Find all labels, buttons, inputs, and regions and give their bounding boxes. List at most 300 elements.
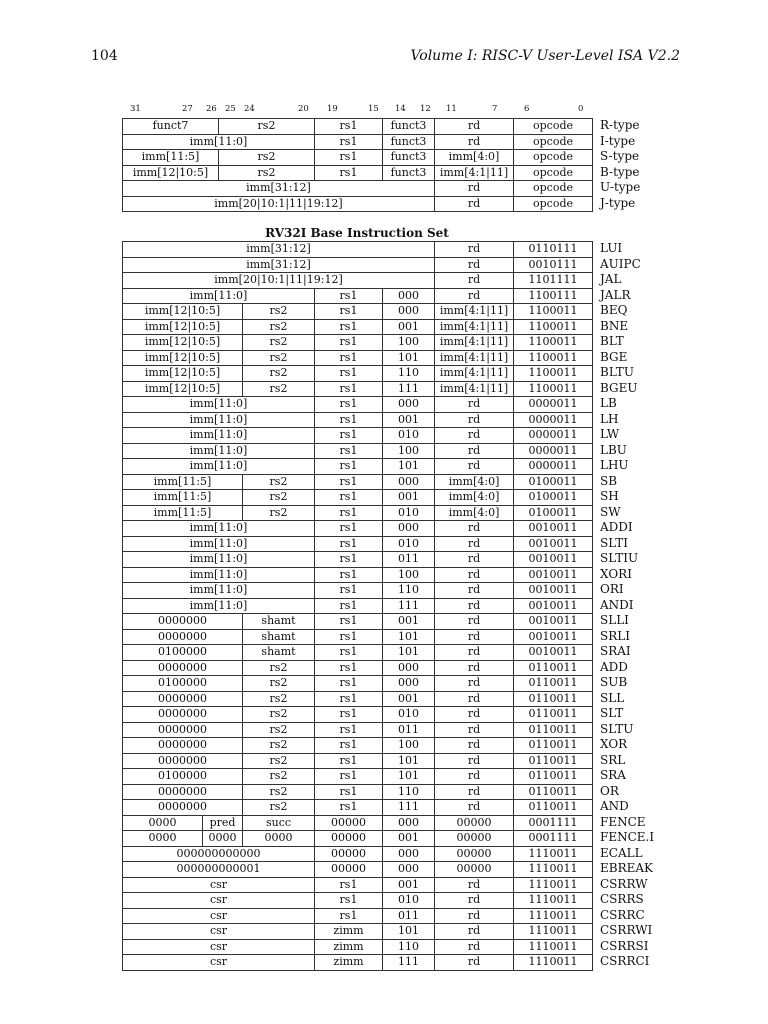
field-cell: shamt <box>243 614 315 630</box>
instruction-mnemonic: LW <box>600 427 620 441</box>
field-cell: rd <box>435 939 514 955</box>
instruction-row <box>123 629 593 645</box>
field-cell: 0110011 <box>514 753 593 769</box>
instruction-mnemonic: SRL <box>600 752 626 767</box>
instruction-row <box>123 459 593 475</box>
instruction-mnemonic: CSRRSI <box>600 938 649 953</box>
instruction-row <box>123 335 593 351</box>
instruction-row <box>123 366 593 382</box>
instruction-row <box>123 304 593 320</box>
field-cell: rs1 <box>315 707 383 723</box>
field-cell: 0000 <box>243 831 315 847</box>
field-cell: 1100111 <box>514 288 593 304</box>
field-cell: 001 <box>383 319 435 335</box>
field-cell: rd <box>435 521 514 537</box>
field-cell: imm[4:1|11] <box>435 319 514 335</box>
format-name: I-type <box>600 133 636 148</box>
field-cell: imm[11:0] <box>123 412 315 428</box>
field-cell: 100 <box>383 335 435 351</box>
instruction-mnemonic: JAL <box>600 272 622 286</box>
field-cell: rs1 <box>315 738 383 754</box>
instruction-row <box>123 443 593 459</box>
field-cell: imm[4:1|11] <box>435 304 514 320</box>
field-cell: rs2 <box>219 119 315 135</box>
field-cell: 010 <box>383 428 435 444</box>
field-cell: imm[20|10:1|11|19:12] <box>123 196 435 212</box>
field-cell: 101 <box>383 924 435 940</box>
page-header <box>0 48 768 72</box>
field-cell: 100 <box>383 443 435 459</box>
field-cell: opcode <box>514 196 593 212</box>
field-cell: imm[12|10:5] <box>123 381 243 397</box>
field-cell: 0110011 <box>514 800 593 816</box>
field-cell: 0000011 <box>514 428 593 444</box>
instruction-mnemonic: SRLI <box>600 628 630 643</box>
bit-position-label: 0 <box>578 104 584 114</box>
field-cell: imm[31:12] <box>123 257 435 273</box>
instruction-mnemonic: ANDI <box>600 597 634 612</box>
instruction-row <box>123 288 593 304</box>
field-cell: 1100011 <box>514 335 593 351</box>
field-cell: csr <box>123 893 315 909</box>
field-cell: opcode <box>514 119 593 135</box>
field-cell: 0110011 <box>514 722 593 738</box>
instruction-mnemonic: CSRRC <box>600 907 645 922</box>
instruction-row <box>123 319 593 335</box>
instruction-row <box>123 474 593 490</box>
field-cell: imm[12|10:5] <box>123 165 219 181</box>
field-cell: rs1 <box>315 893 383 909</box>
field-cell: 110 <box>383 583 435 599</box>
instruction-row <box>123 939 593 955</box>
field-cell: 1110011 <box>514 939 593 955</box>
field-cell: 0000011 <box>514 443 593 459</box>
instruction-mnemonic: LBU <box>600 442 627 457</box>
instruction-row <box>123 536 593 552</box>
field-cell: imm[4:1|11] <box>435 335 514 351</box>
instruction-row <box>123 800 593 816</box>
field-cell: rs2 <box>243 505 315 521</box>
field-cell: imm[4:1|11] <box>435 350 514 366</box>
field-cell: 0000011 <box>514 397 593 413</box>
field-cell: rd <box>435 908 514 924</box>
field-cell: rs1 <box>315 412 383 428</box>
field-cell: rs1 <box>315 769 383 785</box>
field-cell: 0010011 <box>514 536 593 552</box>
field-cell: rd <box>435 769 514 785</box>
bit-position-label: 11 <box>446 104 457 114</box>
field-cell: rs2 <box>243 474 315 490</box>
field-cell: 000 <box>383 676 435 692</box>
field-cell: rs1 <box>315 552 383 568</box>
field-cell: imm[4:1|11] <box>435 381 514 397</box>
instruction-mnemonic: SLLI <box>600 613 629 627</box>
field-cell: rd <box>435 242 514 258</box>
field-cell: rs1 <box>315 691 383 707</box>
field-cell: 010 <box>383 893 435 909</box>
field-cell: imm[11:0] <box>123 583 315 599</box>
field-cell: rs1 <box>315 598 383 614</box>
instruction-mnemonic: SLTU <box>600 721 634 736</box>
field-cell: 100 <box>383 567 435 583</box>
field-cell: rs2 <box>243 769 315 785</box>
instruction-row <box>123 521 593 537</box>
field-cell: opcode <box>514 134 593 150</box>
instruction-mnemonic: CSRRS <box>600 892 644 906</box>
instruction-mnemonic: XOR <box>600 737 628 751</box>
field-cell: imm[11:0] <box>123 288 315 304</box>
field-cell: 1110011 <box>514 908 593 924</box>
field-cell: zimm <box>315 955 383 971</box>
format-row <box>123 165 593 181</box>
field-cell: rs1 <box>315 443 383 459</box>
field-cell: 0010011 <box>514 629 593 645</box>
instruction-mnemonic: SRAI <box>600 644 631 658</box>
field-cell: rd <box>435 614 514 630</box>
field-cell: rd <box>435 552 514 568</box>
field-cell: rs2 <box>243 381 315 397</box>
field-cell: imm[11:0] <box>123 443 315 459</box>
bit-position-label: 25 <box>225 104 236 114</box>
field-cell: 1110011 <box>514 893 593 909</box>
instruction-row <box>123 877 593 893</box>
field-cell: rs1 <box>315 397 383 413</box>
field-cell: rs1 <box>315 459 383 475</box>
field-cell: imm[4:0] <box>435 150 514 166</box>
field-cell: 000000000000 <box>123 846 315 862</box>
field-cell: funct3 <box>383 119 435 135</box>
field-cell: 0100011 <box>514 505 593 521</box>
instruction-mnemonic: LH <box>600 411 619 426</box>
instruction-row <box>123 428 593 444</box>
field-cell: 1101111 <box>514 273 593 289</box>
field-cell: rs1 <box>315 366 383 382</box>
field-cell: 0110111 <box>514 242 593 258</box>
instruction-mnemonic: SUB <box>600 675 628 689</box>
instruction-mnemonic: LHU <box>600 458 629 472</box>
field-cell: imm[4:0] <box>435 505 514 521</box>
field-cell: 0110011 <box>514 784 593 800</box>
field-cell: imm[12|10:5] <box>123 319 243 335</box>
field-cell: rd <box>435 924 514 940</box>
field-cell: 0100000 <box>123 676 243 692</box>
instruction-row <box>123 614 593 630</box>
field-cell: rs1 <box>315 521 383 537</box>
instruction-row <box>123 567 593 583</box>
instruction-mnemonic: BGE <box>600 349 628 364</box>
field-cell: 000 <box>383 474 435 490</box>
field-cell: csr <box>123 877 315 893</box>
instruction-mnemonic: SLL <box>600 690 625 705</box>
field-cell: zimm <box>315 939 383 955</box>
instruction-mnemonic: OR <box>600 783 619 798</box>
instruction-row <box>123 552 593 568</box>
instruction-row <box>123 769 593 785</box>
field-cell: 1110011 <box>514 924 593 940</box>
field-cell: 0000000 <box>123 629 243 645</box>
field-cell: rs1 <box>315 583 383 599</box>
bit-position-label: 19 <box>327 104 338 114</box>
field-cell: 0000000 <box>123 800 243 816</box>
instruction-row <box>123 350 593 366</box>
field-cell: 00000 <box>435 862 514 878</box>
field-cell: 001 <box>383 490 435 506</box>
field-cell: imm[20|10:1|11|19:12] <box>123 273 435 289</box>
format-row <box>123 181 593 197</box>
field-cell: 0000 <box>123 831 203 847</box>
field-cell: rs2 <box>243 800 315 816</box>
bit-position-label: 14 <box>395 104 406 114</box>
field-cell: rd <box>435 784 514 800</box>
field-cell: rd <box>435 955 514 971</box>
instruction-mnemonic: AND <box>600 799 629 813</box>
field-cell: csr <box>123 955 315 971</box>
instruction-row <box>123 784 593 800</box>
field-cell: 011 <box>383 552 435 568</box>
field-cell: rs2 <box>219 150 315 166</box>
instruction-row <box>123 505 593 521</box>
field-cell: imm[4:1|11] <box>435 366 514 382</box>
field-cell: rd <box>435 691 514 707</box>
field-cell: 011 <box>383 722 435 738</box>
format-name: S-type <box>600 149 640 163</box>
field-cell: rs1 <box>315 319 383 335</box>
field-cell: rs1 <box>315 474 383 490</box>
field-cell: rs1 <box>315 428 383 444</box>
instruction-mnemonic: AUIPC <box>600 256 641 271</box>
field-cell: rs1 <box>315 567 383 583</box>
instruction-name-column <box>600 241 700 970</box>
field-cell: zimm <box>315 924 383 940</box>
instruction-mnemonic: FENCE.I <box>600 830 655 844</box>
field-cell: rs2 <box>243 366 315 382</box>
field-cell: rd <box>435 877 514 893</box>
field-cell: 0000000 <box>123 660 243 676</box>
field-cell: rs1 <box>315 150 383 166</box>
field-cell: 1100011 <box>514 319 593 335</box>
field-cell: 0100000 <box>123 645 243 661</box>
instruction-row <box>123 676 593 692</box>
field-cell: 0000000 <box>123 614 243 630</box>
field-cell: 111 <box>383 381 435 397</box>
field-cell: rd <box>435 629 514 645</box>
field-cell: rs1 <box>315 784 383 800</box>
field-cell: opcode <box>514 165 593 181</box>
instruction-mnemonic: EBREAK <box>600 861 654 875</box>
instruction-mnemonic: SB <box>600 473 618 488</box>
instruction-mnemonic: SW <box>600 504 621 519</box>
field-cell: 101 <box>383 459 435 475</box>
instruction-mnemonic: BLT <box>600 334 624 348</box>
field-cell: imm[11:5] <box>123 150 219 166</box>
field-cell: imm[11:0] <box>123 567 315 583</box>
field-cell: 010 <box>383 505 435 521</box>
format-table <box>122 118 593 212</box>
page-number: 104 <box>91 48 118 64</box>
instruction-mnemonic: CSRRCI <box>600 954 650 968</box>
field-cell: 00000 <box>435 846 514 862</box>
field-cell: 00000 <box>435 815 514 831</box>
instruction-row <box>123 862 593 878</box>
field-cell: rs1 <box>315 614 383 630</box>
instruction-mnemonic: SH <box>600 489 619 503</box>
field-cell: 1110011 <box>514 877 593 893</box>
field-cell: rs1 <box>315 753 383 769</box>
field-cell: rd <box>435 536 514 552</box>
section-title: RV32I Base Instruction Set <box>265 226 449 240</box>
instruction-row <box>123 831 593 847</box>
field-cell: imm[11:0] <box>123 397 315 413</box>
field-cell: 0000000 <box>123 691 243 707</box>
field-cell: imm[31:12] <box>123 181 435 197</box>
field-cell: imm[11:0] <box>123 459 315 475</box>
field-cell: rd <box>435 288 514 304</box>
field-cell: rd <box>435 196 514 212</box>
instruction-row <box>123 955 593 971</box>
field-cell: rd <box>435 412 514 428</box>
field-cell: rs1 <box>315 536 383 552</box>
field-cell: rs1 <box>315 165 383 181</box>
instruction-mnemonic: SLTIU <box>600 551 639 565</box>
field-cell: 000 <box>383 397 435 413</box>
field-cell: 0010011 <box>514 583 593 599</box>
field-cell: shamt <box>243 645 315 661</box>
field-cell: 0100011 <box>514 490 593 506</box>
field-cell: rs1 <box>315 134 383 150</box>
field-cell: rd <box>435 134 514 150</box>
field-cell: rs1 <box>315 288 383 304</box>
instruction-mnemonic: LB <box>600 396 617 410</box>
field-cell: 010 <box>383 707 435 723</box>
field-cell: 0000000 <box>123 784 243 800</box>
field-cell: imm[12|10:5] <box>123 350 243 366</box>
field-cell: rd <box>435 257 514 273</box>
field-cell: rd <box>435 598 514 614</box>
instruction-mnemonic: LUI <box>600 241 623 255</box>
field-cell: 0000011 <box>514 412 593 428</box>
field-cell: rs1 <box>315 335 383 351</box>
field-cell: 0010011 <box>514 598 593 614</box>
field-cell: 101 <box>383 645 435 661</box>
field-cell: 1100011 <box>514 381 593 397</box>
field-cell: 110 <box>383 939 435 955</box>
bit-position-row <box>122 104 592 116</box>
field-cell: rs2 <box>243 660 315 676</box>
instruction-mnemonic: BNE <box>600 318 629 333</box>
field-cell: imm[12|10:5] <box>123 304 243 320</box>
field-cell: rs2 <box>243 784 315 800</box>
field-cell: rd <box>435 738 514 754</box>
field-cell: rs2 <box>243 304 315 320</box>
instruction-mnemonic: CSRRWI <box>600 923 653 937</box>
instruction-mnemonic: XORI <box>600 566 632 581</box>
instruction-row <box>123 257 593 273</box>
field-cell: rd <box>435 119 514 135</box>
field-cell: 1110011 <box>514 846 593 862</box>
field-cell: 0000000 <box>123 753 243 769</box>
field-cell: 00000 <box>435 831 514 847</box>
field-cell: rd <box>435 273 514 289</box>
field-cell: 00000 <box>315 846 383 862</box>
field-cell: opcode <box>514 181 593 197</box>
field-cell: 000 <box>383 862 435 878</box>
instruction-row <box>123 490 593 506</box>
instruction-row <box>123 924 593 940</box>
format-row <box>123 134 593 150</box>
field-cell: pred <box>203 815 243 831</box>
instruction-row <box>123 645 593 661</box>
field-cell: 0001111 <box>514 815 593 831</box>
instruction-row <box>123 397 593 413</box>
field-cell: funct3 <box>383 165 435 181</box>
field-cell: 0010011 <box>514 567 593 583</box>
field-cell: 000 <box>383 288 435 304</box>
field-cell: rs2 <box>243 676 315 692</box>
instruction-mnemonic: ADD <box>600 659 628 674</box>
instruction-mnemonic: ORI <box>600 582 624 596</box>
field-cell: rs1 <box>315 381 383 397</box>
field-cell: rs1 <box>315 660 383 676</box>
instruction-mnemonic: JALR <box>600 287 631 302</box>
field-cell: 1100011 <box>514 304 593 320</box>
instruction-row <box>123 846 593 862</box>
instruction-row <box>123 691 593 707</box>
field-cell: imm[11:0] <box>123 598 315 614</box>
field-cell: rs2 <box>243 722 315 738</box>
instruction-mnemonic: ECALL <box>600 845 643 860</box>
field-cell: rs1 <box>315 304 383 320</box>
field-cell: rs1 <box>315 722 383 738</box>
instruction-mnemonic: BGEU <box>600 380 638 395</box>
field-cell: 111 <box>383 800 435 816</box>
field-cell: imm[4:0] <box>435 490 514 506</box>
field-cell: rd <box>435 753 514 769</box>
field-cell: imm[4:0] <box>435 474 514 490</box>
field-cell: 0000000 <box>123 707 243 723</box>
field-cell: imm[11:0] <box>123 536 315 552</box>
field-cell: rd <box>435 459 514 475</box>
field-cell: 000 <box>383 660 435 676</box>
field-cell: 0100000 <box>123 769 243 785</box>
field-cell: rd <box>435 645 514 661</box>
field-cell: rd <box>435 428 514 444</box>
field-cell: rd <box>435 443 514 459</box>
field-cell: 001 <box>383 877 435 893</box>
field-cell: rs1 <box>315 505 383 521</box>
field-cell: 0010011 <box>514 521 593 537</box>
field-cell: rs1 <box>315 119 383 135</box>
field-cell: opcode <box>514 150 593 166</box>
field-cell: rd <box>435 893 514 909</box>
instruction-row <box>123 273 593 289</box>
bit-position-label: 24 <box>244 104 255 114</box>
field-cell: 0110011 <box>514 691 593 707</box>
field-cell: csr <box>123 924 315 940</box>
field-cell: 001 <box>383 831 435 847</box>
instruction-mnemonic: FENCE <box>600 814 646 829</box>
format-name: J-type <box>600 195 636 210</box>
field-cell: 101 <box>383 629 435 645</box>
bit-position-label: 7 <box>492 104 498 114</box>
format-name: B-type <box>600 164 640 179</box>
field-cell: rs2 <box>243 691 315 707</box>
field-cell: 00000 <box>315 815 383 831</box>
field-cell: rs2 <box>243 350 315 366</box>
field-cell: rs2 <box>243 335 315 351</box>
field-cell: imm[4:1|11] <box>435 165 514 181</box>
field-cell: rs1 <box>315 350 383 366</box>
instruction-row <box>123 815 593 831</box>
